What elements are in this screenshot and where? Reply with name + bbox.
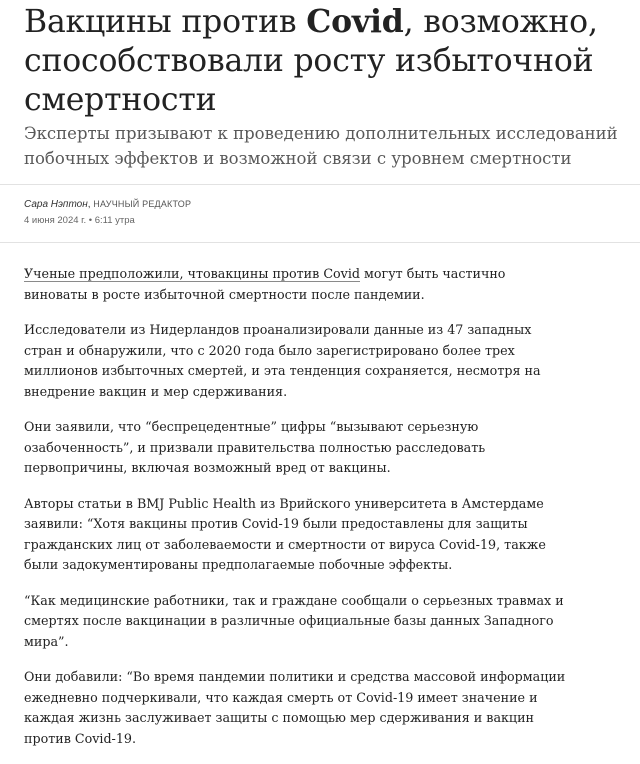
- lead-link[interactable]: Ученые предположили, чтовакцины против Covid: [24, 266, 361, 281]
- headline-part-2: , возможно, способствовали росту избыточной смертности: [24, 4, 598, 118]
- article-headline: [24, 2, 624, 120]
- author-link[interactable]: Сара Нэптон: [24, 199, 88, 210]
- headline-covid-bold: Covid: [306, 3, 404, 40]
- article-body: [24, 264, 572, 764]
- byline-divider: [0, 242, 640, 243]
- lead-paragraph: [24, 264, 572, 305]
- author-role: НАУЧНЫЙ РЕДАКТОР: [93, 199, 192, 209]
- publish-date: 4 июня 2024 г. • 6:11 утра: [24, 215, 135, 226]
- body-paragraph-2: Они заявили, что “беспрецедентные” цифры “вызывают серьезную озабоченность”, и призвали правительства полностью расследовать первопричины, включая возможный вред от вакцины.: [24, 419, 486, 475]
- body-paragraph-5: Они добавили: “Во время пандемии политики и средства массовой информации ежедневно подчеркивали, что каждая смерть от Covid-19 имеет значение и каждая жизнь заслуживает защиты с помощью мер сдерживания и вакцин против Covid-19.: [24, 669, 566, 746]
- article-standfirst: Эксперты призывают к проведению дополнительных исследований побочных эффектов и возможной связи с уровнем смертности: [24, 124, 618, 168]
- lead-text: могут быть частично виноваты в росте избыточной смертности после пандемии.: [24, 266, 506, 302]
- body-paragraph-3: Авторы статьи в BMJ Public Health из Врийского университета в Амстердаме заявили: “Хотя вакцины против Covid-19 были предоставлены для защиты гражданских лиц от заболеваемости и смертности от вируса Covid-19, также были задокументированы предполагаемые побочные эффекты.: [24, 495, 546, 572]
- body-paragraph-4: “Как медицинские работники, так и граждане сообщали о серьезных травмах и смертях после вакцинации в различные официальные базы данных Западного мира”.: [24, 592, 564, 649]
- header-divider: [0, 184, 640, 185]
- byline: [24, 198, 191, 211]
- body-paragraph-1: Исследователи из Нидерландов проанализировали данные из 47 западных стран и обнаружили, что с 2020 года было зарегистрировано более трех миллионов избыточных смертей, и эта тенденция сохраняется, несмотря на внедрение вакцин и мер сдерживания.: [24, 322, 541, 399]
- byline-separator: ,: [87, 199, 94, 210]
- headline-part-1: Вакцины против: [24, 4, 307, 40]
